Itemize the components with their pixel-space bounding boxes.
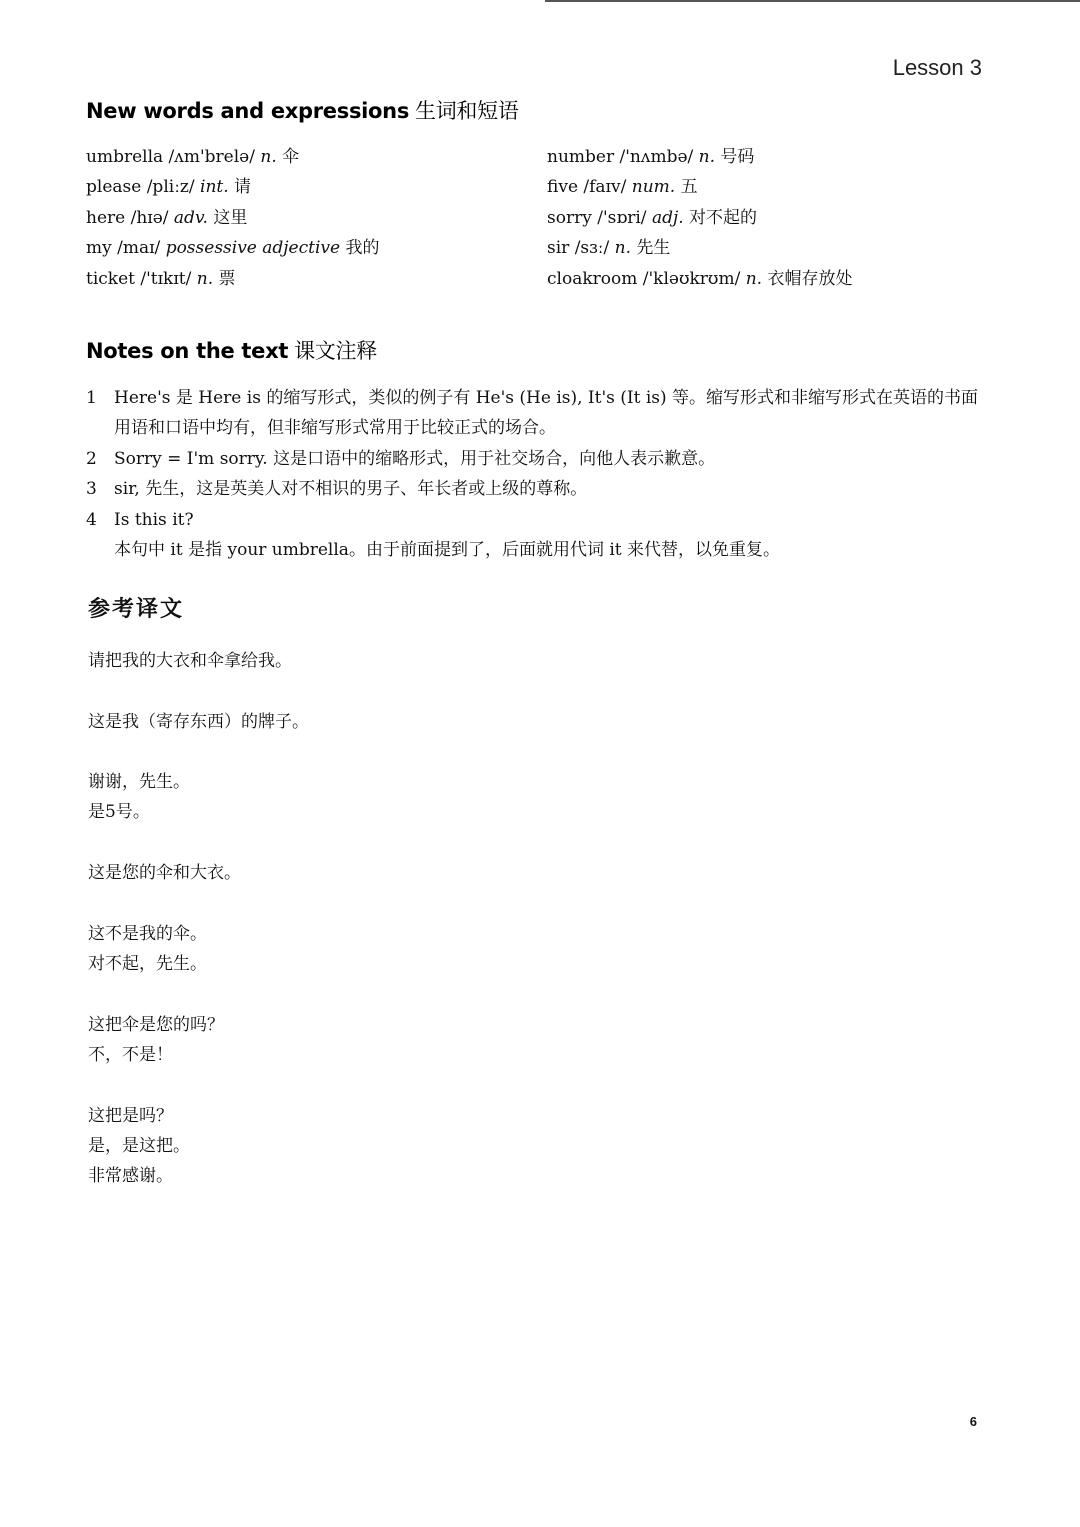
vocab-entry bbox=[86, 233, 379, 263]
reference-line: 这是我（寄存东西）的牌子。 bbox=[88, 712, 309, 732]
lesson-label: Lesson 3 bbox=[892, 55, 982, 80]
vocab-meaning: 伞 bbox=[282, 147, 300, 167]
vocab-entry bbox=[86, 203, 379, 233]
page-number: 6 bbox=[969, 1414, 977, 1429]
vocab-word: cloakroom /'kləʊkrʊm/ bbox=[547, 268, 741, 289]
new-words-heading bbox=[86, 95, 519, 125]
notes-title-en: Notes on the text bbox=[86, 339, 289, 363]
vocab-entry bbox=[547, 172, 852, 202]
note-item bbox=[86, 383, 986, 444]
vocab-meaning: 先生 bbox=[636, 238, 671, 259]
notes-title-zh: 课文注释 bbox=[294, 339, 377, 363]
note-text: Here's 是 Here is 的缩写形式，类似的例子有 He's (He is), It's (It is) 等。缩写形式和非缩写形式在英语的书面用语和口语中均有，但非缩写形式常用于比较正式的场合。 bbox=[114, 388, 979, 439]
vocab-pos: adj. bbox=[651, 207, 684, 228]
vocab-word: five /faɪv/ bbox=[547, 177, 627, 198]
note-item bbox=[86, 474, 986, 504]
note-item bbox=[86, 444, 986, 474]
vocab-entry bbox=[86, 264, 379, 294]
vocab-entry bbox=[547, 264, 852, 294]
reference-line: 谢谢，先生。 bbox=[88, 772, 190, 792]
vocab-word: umbrella /ʌm'brelə/ bbox=[86, 147, 255, 167]
vocab-word: my /maɪ/ bbox=[86, 238, 161, 259]
reference-line: 这不是我的伞。 bbox=[88, 924, 207, 944]
vocab-right-column bbox=[547, 142, 852, 294]
reference-line: 对不起，先生。 bbox=[88, 954, 207, 974]
note-text: sir, 先生，这是英美人对不相识的男子、年长者或上级的尊称。 bbox=[114, 479, 588, 500]
note-number: 4 bbox=[86, 509, 97, 530]
vocab-entry bbox=[86, 172, 379, 202]
reference-title: 参考译文 bbox=[88, 596, 185, 622]
notes-heading bbox=[86, 335, 377, 365]
vocab-word: sir /sɜː/ bbox=[547, 238, 610, 259]
new-words-title-en: New words and expressions bbox=[86, 99, 410, 123]
reference-line: 是，是这把。 bbox=[88, 1136, 190, 1156]
vocab-entry bbox=[547, 142, 852, 172]
note-detail-text: 本句中 it 是指 your umbrella。由于前面提到了，后面就用代词 it 来代替，以免重复。 bbox=[114, 540, 781, 561]
note-item bbox=[86, 505, 986, 535]
vocab-meaning: 请 bbox=[234, 177, 252, 198]
reference-line: 这是您的伞和大衣。 bbox=[88, 863, 241, 883]
vocab-pos: num. bbox=[631, 177, 676, 198]
note-text: Is this it? bbox=[114, 509, 194, 530]
vocab-pos: n. bbox=[745, 268, 763, 289]
vocab-pos: adv. bbox=[173, 207, 208, 228]
vocab-word: sorry /'sɒri/ bbox=[547, 207, 647, 228]
vocab-left-column bbox=[86, 142, 379, 294]
vocab-pos: n. bbox=[196, 268, 214, 289]
top-rule bbox=[545, 0, 1080, 2]
vocab-meaning: 号码 bbox=[720, 147, 755, 167]
reference-line: 不，不是！ bbox=[88, 1045, 173, 1065]
new-words-title-zh: 生词和短语 bbox=[415, 99, 519, 123]
notes-list bbox=[86, 383, 986, 565]
vocab-entry bbox=[547, 203, 852, 233]
reference-line: 是5号。 bbox=[88, 802, 150, 822]
vocab-entry bbox=[547, 233, 852, 263]
vocab-pos: int. bbox=[200, 177, 229, 198]
vocab-meaning: 对不起的 bbox=[689, 207, 758, 228]
reference-line: 这把是吗？ bbox=[88, 1106, 173, 1126]
vocab-meaning: 这里 bbox=[213, 207, 248, 228]
note-number: 3 bbox=[86, 479, 97, 500]
vocab-pos: n. bbox=[614, 238, 632, 259]
vocab-pos: n. bbox=[698, 147, 716, 167]
vocab-word: here /hɪə/ bbox=[86, 207, 169, 228]
vocab-word: number /'nʌmbə/ bbox=[547, 147, 694, 167]
vocab-meaning: 票 bbox=[218, 268, 236, 289]
note-item-detail bbox=[86, 535, 986, 565]
vocab-pos: possessive adjective bbox=[165, 238, 341, 259]
vocab-entry bbox=[86, 142, 379, 172]
note-text: Sorry = I'm sorry. 这是口语中的缩略形式，用于社交场合，向他人表示歉意。 bbox=[114, 448, 716, 469]
note-number: 2 bbox=[86, 448, 97, 469]
reference-line: 这把伞是您的吗？ bbox=[88, 1015, 224, 1035]
vocab-meaning: 衣帽存放处 bbox=[767, 268, 853, 289]
vocab-meaning: 五 bbox=[680, 177, 698, 198]
vocab-word: ticket /'tɪkɪt/ bbox=[86, 268, 192, 289]
reference-line: 非常感谢。 bbox=[88, 1166, 173, 1186]
note-number: 1 bbox=[86, 388, 97, 408]
vocab-word: please /pliːz/ bbox=[86, 177, 195, 198]
vocab-pos: n. bbox=[260, 147, 277, 167]
reference-line: 请把我的大衣和伞拿给我。 bbox=[88, 651, 292, 671]
vocab-meaning: 我的 bbox=[345, 238, 380, 259]
